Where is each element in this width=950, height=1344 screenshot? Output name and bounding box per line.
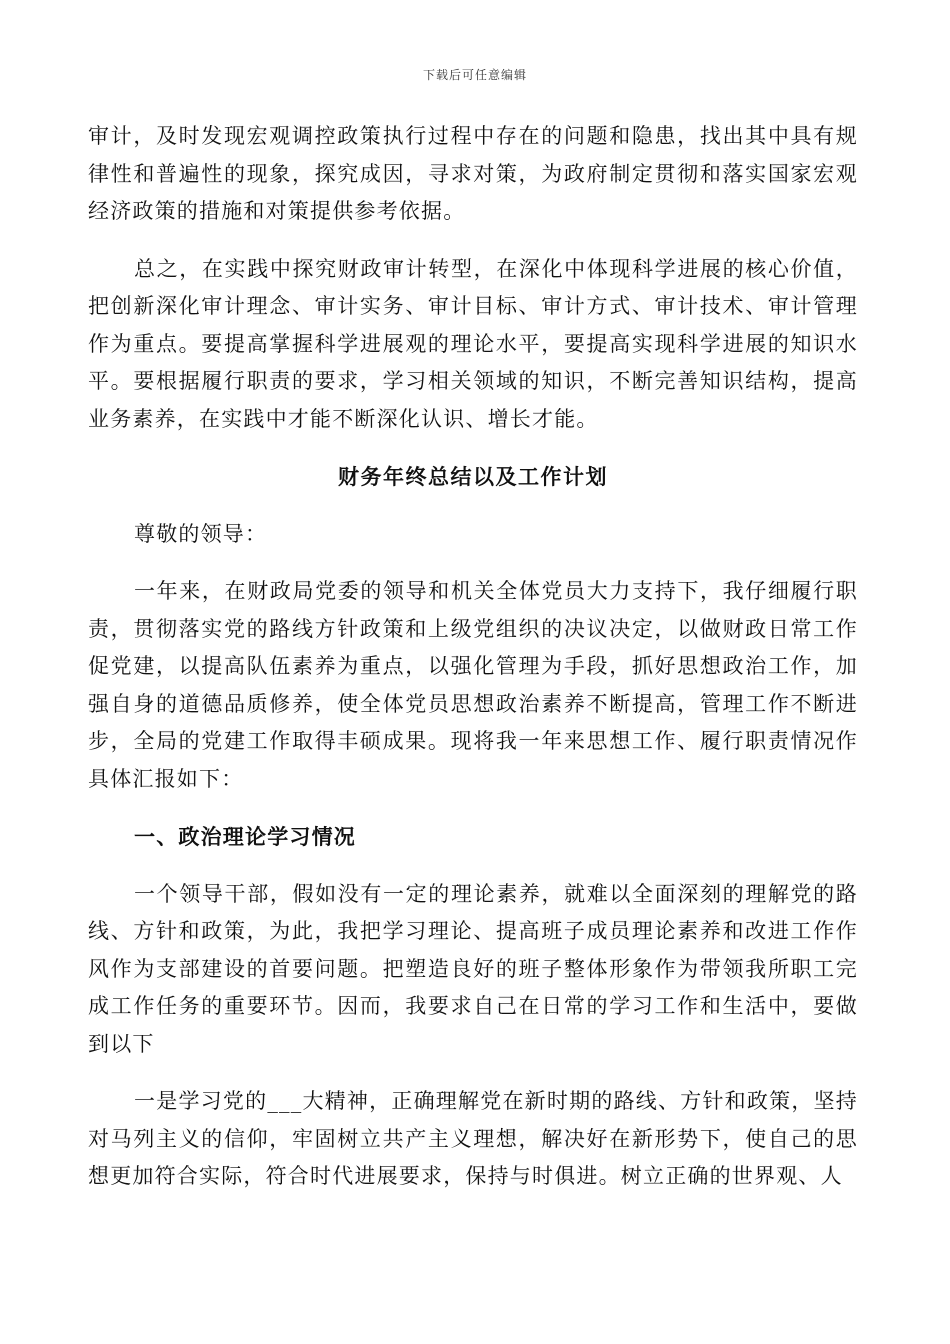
document-body [88,118,858,1216]
paragraph-theory: 一个领导干部，假如没有一定的理论素养，就难以全面深刻的理解党的路线、方针和政策，为此，我把学习理论、提高班子成员理论素养和改进工作作风作为支部建设的首要问题。把塑造良好的班子整体形象作为带领我所职工完成工作任务的重要环节。因而，我要求自己在日常的学习工作和生活中，要做到以下 [88,881,858,1056]
paragraph-intro: 一年来，在财政局党委的领导和机关全体党员大力支持下，我仔细履行职责，贯彻落实党的路线方针政策和上级党组织的决议决定，以做财政日常工作促党建，以提高队伍素养为重点，以强化管理为手段，抓好思想政治工作，加强自身的道德品质修养，使全体党员思想政治素养不断提高，管理工作不断进步，全局的党建工作取得丰硕成果。现将我一年来思想工作、履行职责情况作具体汇报如下： [88,579,858,791]
paragraph-audit-continuation: 审计，及时发现宏观调控政策执行过程中存在的问题和隐患，找出其中具有规律性和普遍性的现象，探究成因，寻求对策，为政府制定贯彻和落实国家宏观经济政策的措施和对策提供参考依据。 [88,124,858,223]
document-title: 财务年终总结以及工作计划 [338,464,608,489]
section-heading-political-study: 一、政治理论学习情况 [134,824,356,849]
greeting: 尊敬的领导： [134,521,268,546]
page-header-note: 下载后可任意编辑 [422,68,527,82]
paragraph-item-one: 一是学习党的___大精神，正确理解党在新时期的路线、方针和政策，坚持对马列主义的信仰，牢固树立共产主义理想，解决好在新形势下，使自己的思想更加符合实际，符合时代进展要求，保持与时俱进。树立正确的世界观、人 [88,1089,858,1188]
paragraph-summary: 总之，在实践中探究财政审计转型，在深化中体现科学进展的核心价值，把创新深化审计理念、审计实务、审计目标、审计方式、审计技术、审计管理作为重点。要提高掌握科学进展观的理论水平，要提高实现科学进展的知识水平。要根据履行职责的要求，学习相关领域的知识，不断完善知识结构，提高业务素养，在实践中才能不断深化认识、增长才能。 [88,256,858,431]
